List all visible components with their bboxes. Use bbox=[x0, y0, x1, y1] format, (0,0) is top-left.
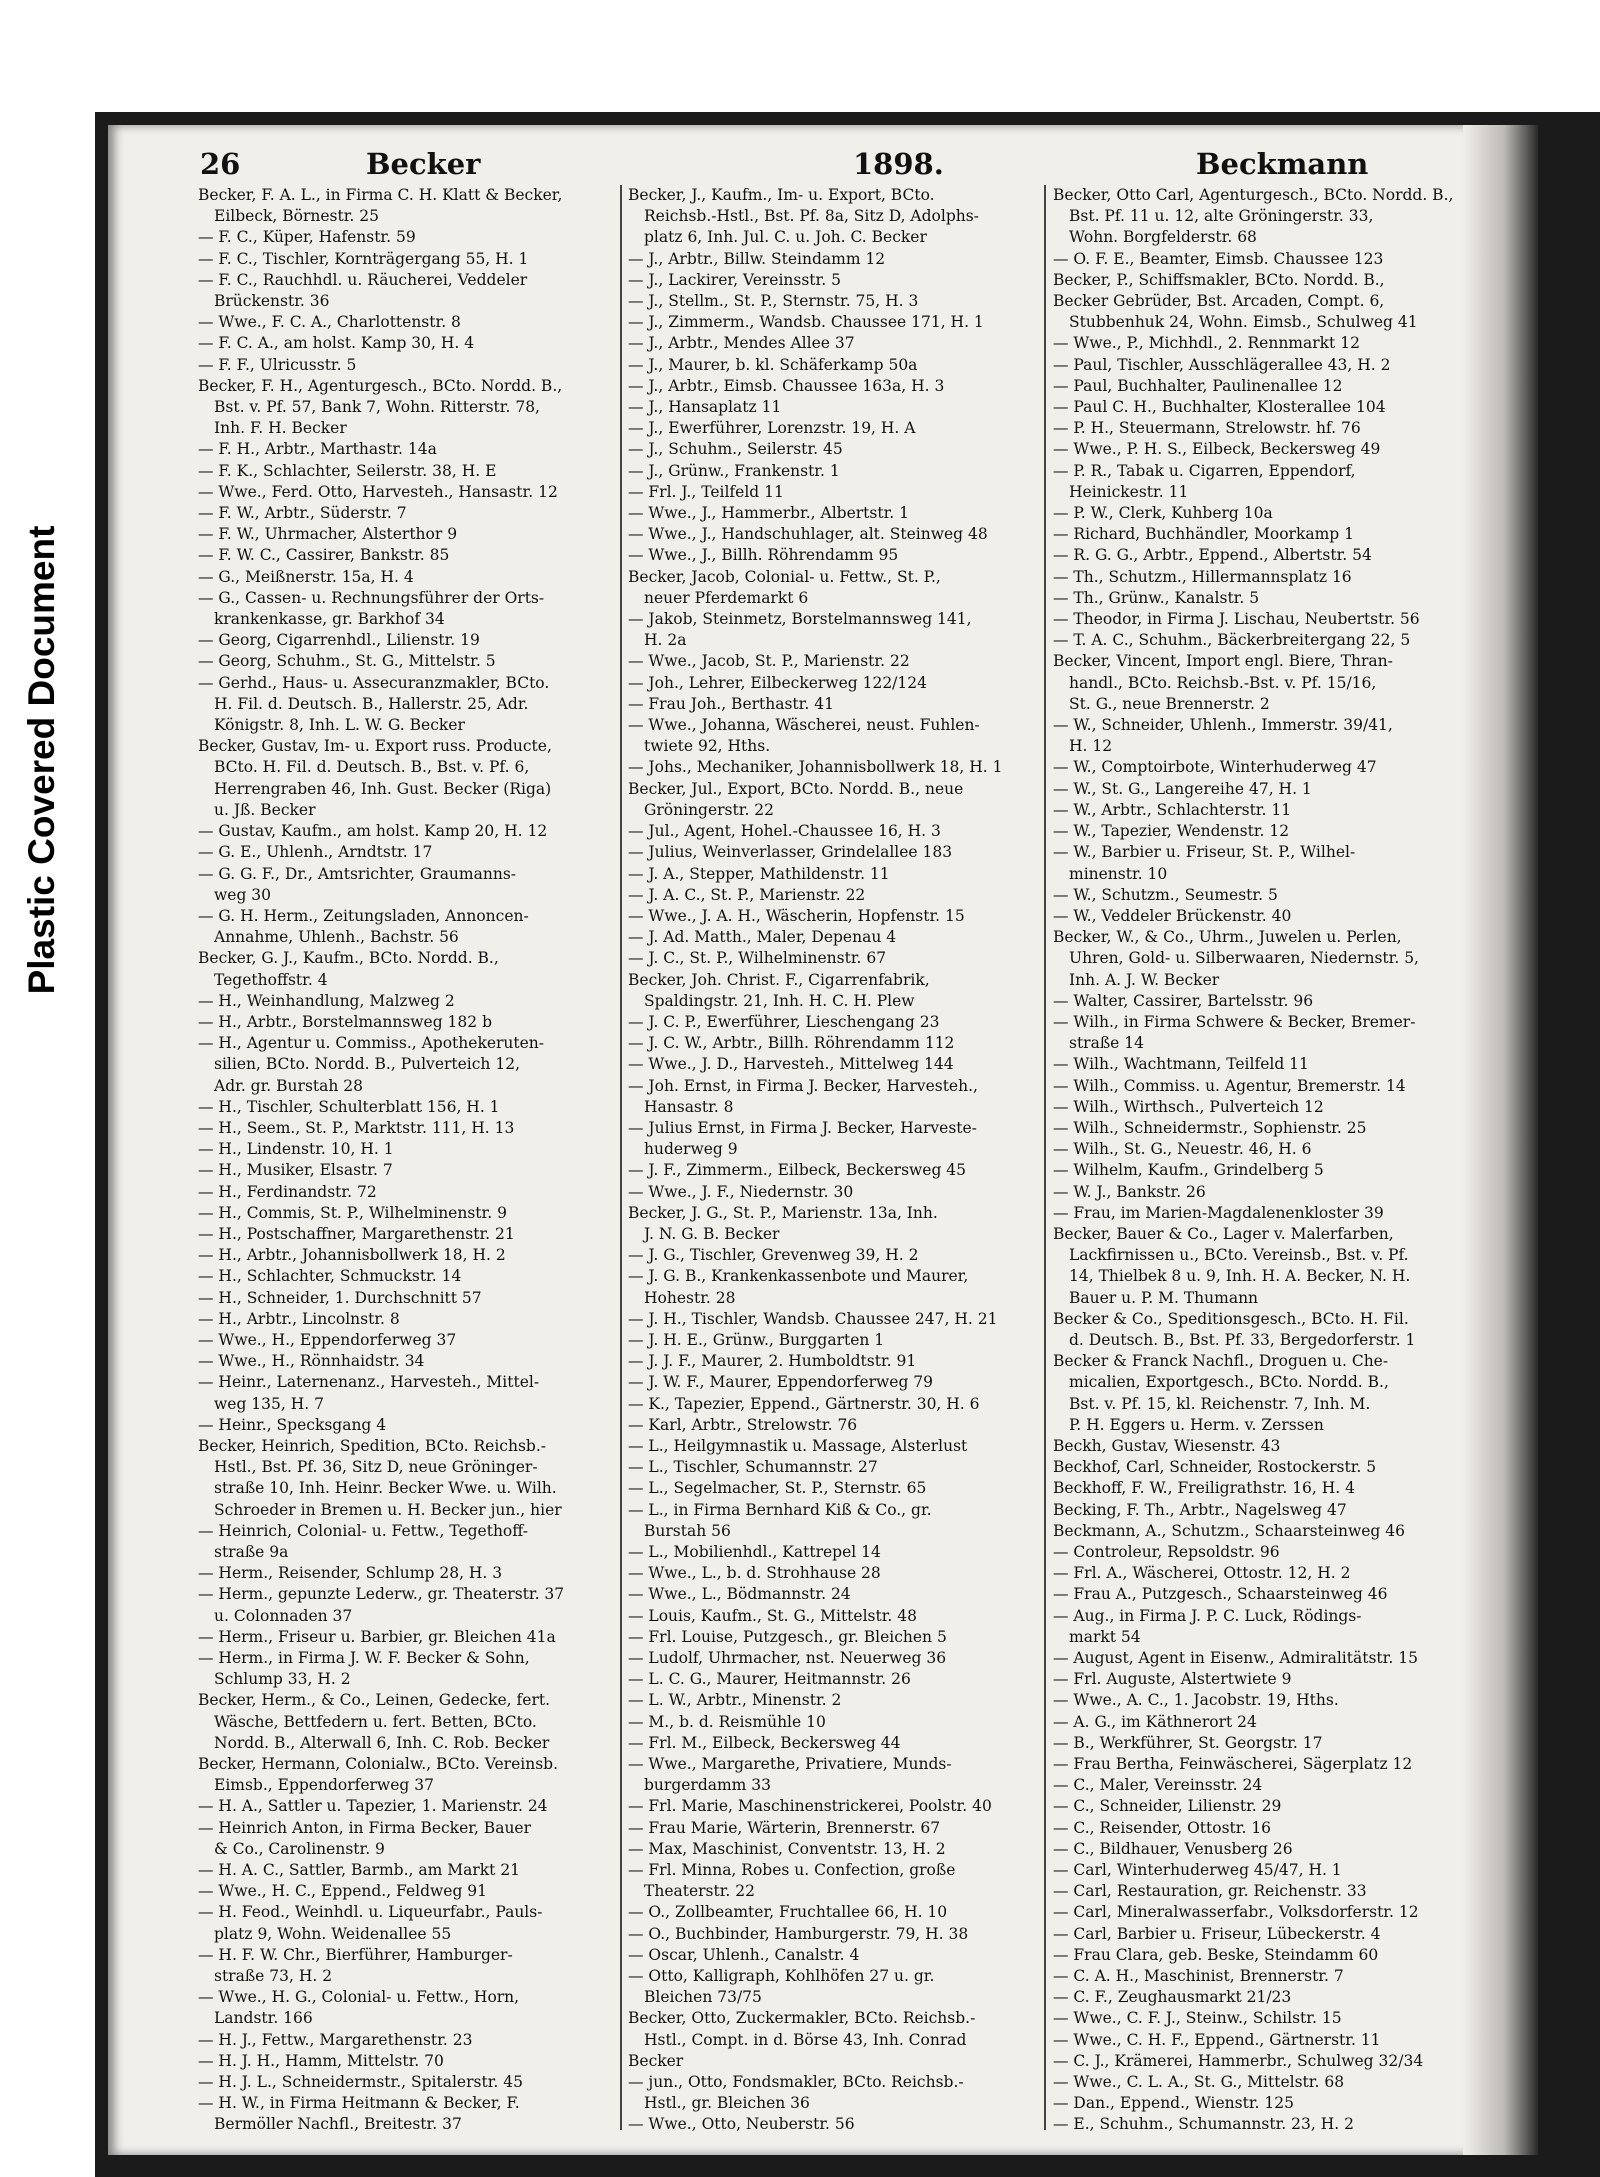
directory-entry-line: straße 9a bbox=[214, 1543, 289, 1561]
directory-entry-line: — F. H., Arbtr., Marthastr. 14a bbox=[198, 440, 437, 459]
directory-entry-line: — Wwe., A. C., 1. Jacobstr. 19, Hths. bbox=[1053, 1691, 1339, 1710]
directory-entry-line: — Herm., Reisender, Schlump 28, H. 3 bbox=[198, 1564, 503, 1583]
directory-entry-line: Bleichen 73/75 bbox=[644, 1988, 762, 2007]
directory-entry-line: Hstl., Compt. in d. Börse 43, Inh. Conrad bbox=[644, 2030, 967, 2049]
directory-entry-line: — Wwe., J., Hammerbr., Albertstr. 1 bbox=[628, 504, 910, 523]
directory-entry-line: — J., Grünw., Frankenstr. 1 bbox=[628, 461, 840, 480]
directory-entry-line: Inh. F. H. Becker bbox=[214, 419, 347, 438]
directory-entry-line: — Frl. M., Eilbeck, Beckersweg 44 bbox=[628, 1733, 901, 1752]
directory-entry-line: P. H. Eggers u. Herm. v. Zerssen bbox=[1069, 1415, 1324, 1434]
directory-entry-line: — J., Maurer, b. kl. Schäferkamp 50a bbox=[628, 355, 918, 374]
directory-entry-line: — Aug., in Firma J. P. C. Luck, Rödings- bbox=[1053, 1606, 1362, 1625]
directory-entry-line: — J. H., Tischler, Wandsb. Chaussee 247, H. 21 bbox=[628, 1309, 998, 1328]
directory-entry-line: — W., Comptoirbote, Winterhuderweg 47 bbox=[1053, 758, 1377, 777]
directory-entry-line: — H. Feod., Weinhdl. u. Liqueurfabr., Pauls- bbox=[198, 1903, 543, 1922]
directory-entry-line: Spaldingstr. 21, Inh. H. C. H. Plew bbox=[644, 991, 915, 1010]
directory-entry-line: Landstr. 166 bbox=[214, 2009, 313, 2028]
directory-entry-line: — Jakob, Steinmetz, Borstelmannsweg 141, bbox=[628, 610, 972, 629]
directory-entry-line: — F. C., Küper, Hafenstr. 59 bbox=[198, 228, 416, 247]
directory-entry-line: Becker, F. H., Agenturgesch., BCto. Nordd. B., bbox=[198, 376, 563, 395]
directory-entry-line: — H. J. L., Schneidermstr., Spitalerstr. 45 bbox=[198, 2073, 523, 2092]
directory-entry-line: Schlump 33, H. 2 bbox=[214, 1670, 351, 1689]
directory-entry-line: H. Fil. d. Deutsch. B., Hallerstr. 25, Adr. bbox=[214, 694, 529, 713]
directory-entry-line: — P. W., Clerk, Kuhberg 10a bbox=[1053, 504, 1273, 523]
directory-entry-line: Gröningerstr. 22 bbox=[644, 800, 775, 819]
directory-entry-line: Becker, Heinrich, Spedition, BCto. Reichsb.- bbox=[198, 1436, 547, 1455]
directory-entry-line: Heinickestr. 11 bbox=[1069, 482, 1189, 501]
directory-entry-line: — jun., Otto, Fondsmakler, BCto. Reichsb.- bbox=[628, 2073, 964, 2092]
directory-entry-line: — Wilh., St. G., Neuestr. 46, H. 6 bbox=[1053, 1140, 1312, 1159]
directory-entry-line: burgerdamm 33 bbox=[644, 1776, 772, 1795]
directory-entry-line: J. N. G. B. Becker bbox=[644, 1224, 780, 1243]
directory-entry-line: — Controleur, Repsoldstr. 96 bbox=[1053, 1543, 1280, 1561]
directory-entry-line: — Wwe., C. L. A., St. G., Mittelstr. 68 bbox=[1053, 2073, 1345, 2092]
directory-entry-line: — Julius, Weinverlasser, Grindelallee 183 bbox=[628, 843, 953, 862]
directory-entry-line: — C. J., Krämerei, Hammerbr., Schulweg 32/34 bbox=[1053, 2051, 1424, 2070]
directory-entry-line: — J. A. C., St. P., Marienstr. 22 bbox=[628, 885, 866, 904]
directory-entry-line: Beckmann, A., Schutzm., Schaarsteinweg 46 bbox=[1053, 1521, 1405, 1540]
directory-entry-line: — J., Arbtr., Billw. Steindamm 12 bbox=[628, 249, 886, 268]
directory-entry-line: Tegethoffstr. 4 bbox=[214, 970, 328, 989]
directory-entry-line: Wäsche, Bettfedern u. fert. Betten, BCto. bbox=[214, 1712, 537, 1731]
directory-entry-line: — C., Schneider, Lilienstr. 29 bbox=[1053, 1797, 1282, 1816]
overlay-label bbox=[12, 480, 72, 1040]
directory-entry-line: — Frau A., Putzgesch., Schaarsteinweg 46 bbox=[1053, 1585, 1388, 1604]
directory-entry-line: — Herm., gepunzte Lederw., gr. Theaterstr. 37 bbox=[198, 1585, 565, 1604]
directory-entry-line: Becker Gebrüder, Bst. Arcaden, Compt. 6, bbox=[1053, 292, 1385, 311]
directory-entry-line: Reichsb.-Hstl., Bst. Pf. 8a, Sitz D, Adolphs- bbox=[644, 207, 979, 226]
directory-entry-line: — Herm., Friseur u. Barbier, gr. Bleichen 41a bbox=[198, 1627, 556, 1646]
directory-entry-line: — Wwe., J. A. H., Wäscherin, Hopfenstr. 15 bbox=[628, 906, 965, 925]
directory-entry-line: — Frau Marie, Wärterin, Brennerstr. 67 bbox=[628, 1818, 941, 1837]
directory-entry-line: — Wwe., H., Eppendorferweg 37 bbox=[198, 1330, 457, 1349]
directory-entry-line: Becker, Vincent, Import engl. Biere, Thran- bbox=[1053, 652, 1393, 671]
directory-entry-line: Bst. Pf. 11 u. 12, alte Gröningerstr. 33, bbox=[1069, 207, 1374, 226]
directory-entry-line: — J. C., St. P., Wilhelminenstr. 67 bbox=[628, 949, 887, 968]
directory-entry-line: Eimsb., Eppendorferweg 37 bbox=[214, 1776, 434, 1795]
directory-entry-line: — Heinrich, Colonial- u. Fettw., Tegethoff- bbox=[198, 1521, 528, 1540]
directory-entry-line: — Georg, Cigarrenhdl., Lilienstr. 19 bbox=[198, 631, 480, 650]
directory-entry-line: — J. H. E., Grünw., Burggarten 1 bbox=[628, 1330, 885, 1349]
directory-entry-line: — G., Cassen- u. Rechnungsführer der Orts- bbox=[198, 588, 545, 607]
directory-entry-line: — W., Veddeler Brückenstr. 40 bbox=[1053, 906, 1292, 925]
directory-entry-line: — Paul, Tischler, Ausschlägerallee 43, H. 2 bbox=[1053, 355, 1391, 374]
directory-entry-line: — Wwe., L., b. d. Strohhause 28 bbox=[628, 1564, 881, 1583]
directory-entry-line: — J. Ad. Matth., Maler, Depenau 4 bbox=[628, 928, 897, 947]
directory-entry-line: Hansastr. 8 bbox=[644, 1097, 734, 1116]
directory-entry-line: — Wwe., H. G., Colonial- u. Fettw., Horn, bbox=[198, 1988, 520, 2007]
directory-entry-line: — J. A., Stepper, Mathildenstr. 11 bbox=[628, 864, 890, 883]
directory-entry-line: — Frl. Auguste, Alstertwiete 9 bbox=[1053, 1670, 1292, 1689]
directory-entry-line: weg 135, H. 7 bbox=[214, 1394, 324, 1413]
directory-entry-line: — Carl, Mineralwasserfabr., Volksdorferstr. 12 bbox=[1053, 1903, 1419, 1922]
directory-entry-line: — Carl, Winterhuderweg 45/47, H. 1 bbox=[1053, 1861, 1342, 1880]
directory-entry-line: — F. C., Tischler, Kornträgergang 55, H. 1 bbox=[198, 249, 529, 268]
directory-entry-line: Becker, Jul., Export, BCto. Nordd. B., neue bbox=[628, 779, 964, 798]
directory-entry-line: — K., Tapezier, Eppend., Gärtnerstr. 30, H. 6 bbox=[628, 1394, 980, 1413]
directory-entry-line: — G. H. Herm., Zeitungsladen, Annoncen- bbox=[198, 906, 529, 925]
directory-entry-line: Inh. A. J. W. Becker bbox=[1069, 970, 1220, 989]
directory-entry-line: straße 14 bbox=[1069, 1034, 1145, 1053]
directory-entry-line: — C., Reisender, Ottostr. 16 bbox=[1053, 1818, 1272, 1837]
directory-entry-line: — F. W., Arbtr., Süderstr. 7 bbox=[198, 504, 407, 523]
directory-entry-line: St. G., neue Brennerstr. 2 bbox=[1069, 694, 1270, 713]
directory-entry-line: — Frl. J., Teilfeld 11 bbox=[628, 482, 784, 501]
left-running-head: Becker bbox=[366, 147, 481, 181]
directory-entry-line: — Wwe., H. C., Eppend., Feldweg 91 bbox=[198, 1882, 488, 1901]
directory-entry-line: — Paul, Buchhalter, Paulinenallee 12 bbox=[1053, 376, 1343, 395]
directory-entry-line: — J., Zimmerm., Wandsb. Chaussee 171, H. 1 bbox=[628, 313, 984, 332]
directory-entry-line: — Wwe., P. H. S., Eilbeck, Beckersweg 49 bbox=[1053, 440, 1381, 459]
directory-entry-line: Becker, J. G., St. P., Marienstr. 13a, Inh. bbox=[628, 1203, 938, 1222]
directory-entry-line: — H., Arbtr., Borstelmannsweg 182 b bbox=[198, 1012, 492, 1031]
directory-page bbox=[108, 125, 1538, 2155]
directory-entry-line: straße 73, H. 2 bbox=[214, 1967, 333, 1986]
directory-entry-line: — H. J. H., Hamm, Mittelstr. 70 bbox=[198, 2051, 444, 2070]
directory-entry-line: — Wwe., Johanna, Wäscherei, neust. Fuhlen- bbox=[628, 716, 980, 735]
directory-entry-line: — L., Segelmacher, St. P., Sternstr. 65 bbox=[628, 1479, 927, 1498]
directory-entry-line: — J. W. F., Maurer, Eppendorferweg 79 bbox=[628, 1373, 934, 1392]
directory-entry-line: Lackfirnissen u., BCto. Vereinsb., Bst. v. Pf. bbox=[1069, 1246, 1409, 1265]
directory-entry-line: — Wwe., H., Rönnhaidstr. 34 bbox=[198, 1352, 425, 1371]
directory-entry-line: — H., Musiker, Elsastr. 7 bbox=[198, 1161, 393, 1180]
directory-entry-line: Becker, Gustav, Im- u. Export russ. Producte, bbox=[198, 737, 552, 756]
right-running-head: Beckmann bbox=[1196, 147, 1369, 181]
directory-entry-line: — H. J., Fettw., Margarethenstr. 23 bbox=[198, 2030, 473, 2049]
directory-entry-line: — Wwe., J. D., Harvesteh., Mittelweg 144 bbox=[628, 1055, 954, 1074]
directory-entry-line: — Joh., Lehrer, Eilbeckerweg 122/124 bbox=[628, 673, 927, 692]
directory-entry-line: Burstah 56 bbox=[644, 1521, 731, 1540]
directory-entry-line: — August, Agent in Eisenw., Admiralitätstr. 15 bbox=[1053, 1649, 1418, 1668]
directory-entry-line: Uhren, Gold- u. Silberwaaren, Niedernstr. 5, bbox=[1069, 949, 1419, 968]
directory-entry-line: — M., b. d. Reismühle 10 bbox=[628, 1712, 826, 1731]
directory-entry-line: — Richard, Buchhändler, Moorkamp 1 bbox=[1053, 525, 1354, 544]
directory-entry-line: — H., Weinhandlung, Malzweg 2 bbox=[198, 991, 455, 1010]
directory-entry-line: — Gerhd., Haus- u. Assecuranzmakler, BCto. bbox=[198, 673, 550, 692]
directory-entry-line: straße 10, Inh. Heinr. Becker Wwe. u. Wilh. bbox=[214, 1479, 557, 1498]
directory-entry-line: — Carl, Restauration, gr. Reichenstr. 33 bbox=[1053, 1882, 1367, 1901]
directory-entry-line: huderweg 9 bbox=[644, 1140, 738, 1159]
directory-entry-line: — J. G. B., Krankenkassenbote und Maurer, bbox=[628, 1267, 969, 1286]
directory-entry-line: — G., Meißnerstr. 15a, H. 4 bbox=[198, 567, 414, 586]
directory-entry-line: — Wilh., Schneidermstr., Sophienstr. 25 bbox=[1053, 1118, 1367, 1137]
directory-entry-line: — H., Arbtr., Lincolnstr. 8 bbox=[198, 1309, 400, 1328]
directory-entry-line: — Wilh., Wachtmann, Teilfeld 11 bbox=[1053, 1055, 1309, 1074]
directory-entry-line: Becker, Otto, Zuckermakler, BCto. Reichsb.- bbox=[628, 2009, 976, 2028]
directory-entry-line: silien, BCto. Nordd. B., Pulverteich 12, bbox=[214, 1055, 520, 1074]
directory-entry-line: — Otto, Kalligraph, Kohlhöfen 27 u. gr. bbox=[628, 1967, 935, 1986]
directory-entry-line: — L. W., Arbtr., Minenstr. 2 bbox=[628, 1691, 842, 1710]
directory-entry-line: — O. F. E., Beamter, Eimsb. Chaussee 123 bbox=[1053, 249, 1384, 268]
directory-entry-line: neuer Pferdemarkt 6 bbox=[644, 588, 809, 607]
directory-entry-line: — Louis, Kaufm., St. G., Mittelstr. 48 bbox=[628, 1606, 918, 1625]
directory-entry-line: — Wwe., Ferd. Otto, Harvesteh., Hansastr. 12 bbox=[198, 482, 558, 501]
directory-entry-line: Theaterstr. 22 bbox=[644, 1882, 756, 1901]
directory-entry-line: Königstr. 8, Inh. L. W. G. Becker bbox=[214, 716, 465, 735]
directory-entry-line: — R. G. G., Arbtr., Eppend., Albertstr. 54 bbox=[1053, 546, 1372, 565]
directory-entry-line: — Frl. Louise, Putzgesch., gr. Bleichen 5 bbox=[628, 1627, 947, 1646]
directory-entry-line: — J., Schuhm., Seilerstr. 45 bbox=[628, 440, 843, 459]
directory-entry-line: u. Colonnaden 37 bbox=[214, 1606, 353, 1625]
directory-entry-line: — Wwe., L., Bödmannstr. 24 bbox=[628, 1585, 851, 1604]
directory-entry-line: — Frl. A., Wäscherei, Ottostr. 12, H. 2 bbox=[1053, 1564, 1351, 1583]
directory-entry-line: — Herm., in Firma J. W. F. Becker & Sohn, bbox=[198, 1649, 530, 1668]
directory-entry-line: — Frl. Marie, Maschinenstrickerei, Poolstr. 40 bbox=[628, 1797, 992, 1816]
directory-entry-line: — Wwe., Margarethe, Privatiere, Munds- bbox=[628, 1755, 952, 1774]
directory-entry-line: Becker, F. A. L., in Firma C. H. Klatt & Becker, bbox=[198, 186, 563, 204]
directory-entry-line: Becker bbox=[628, 2051, 684, 2070]
directory-entry-line: Becker, Jacob, Colonial- u. Fettw., St. P., bbox=[628, 567, 941, 586]
directory-entry-line: Brückenstr. 36 bbox=[214, 292, 330, 311]
directory-entry-line: — P. R., Tabak u. Cigarren, Eppendorf, bbox=[1053, 461, 1356, 480]
directory-entry-line: — Th., Grünw., Kanalstr. 5 bbox=[1053, 588, 1260, 607]
directory-entry-line: — Max, Maschinist, Conventstr. 13, H. 2 bbox=[628, 1839, 946, 1858]
directory-entry-line: — Wilhelm, Kaufm., Grindelberg 5 bbox=[1053, 1161, 1324, 1180]
directory-entry-line: — Wwe., F. C. A., Charlottenstr. 8 bbox=[198, 313, 461, 332]
directory-entry-line: Bermöller Nachfl., Breitestr. 37 bbox=[214, 2115, 462, 2134]
directory-entry-line: Becking, F. Th., Arbtr., Nagelsweg 47 bbox=[1053, 1500, 1347, 1519]
directory-entry-line: Herrengraben 46, Inh. Gust. Becker (Riga) bbox=[214, 779, 552, 798]
directory-entry-line: Eilbeck, Börnestr. 25 bbox=[214, 207, 380, 226]
directory-entry-line: H. 2a bbox=[644, 631, 687, 650]
directory-entry-line: — J. F., Zimmerm., Eilbeck, Beckersweg 45 bbox=[628, 1161, 967, 1180]
directory-entry-line: — W., Arbtr., Schlachterstr. 11 bbox=[1053, 800, 1292, 819]
directory-entry-line: — H., Schneider, 1. Durchschnitt 57 bbox=[198, 1288, 482, 1307]
directory-entry-line: — Frau Bertha, Feinwäscherei, Sägerplatz 12 bbox=[1053, 1755, 1413, 1774]
directory-entry-line: u. Jß. Becker bbox=[214, 800, 316, 819]
directory-entry-line: — H., Agentur u. Commiss., Apothekeruten- bbox=[198, 1034, 545, 1053]
directory-entry-line: Wohn. Borgfelderstr. 68 bbox=[1069, 228, 1257, 247]
directory-entry-line: — H., Schlachter, Schmuckstr. 14 bbox=[198, 1267, 462, 1286]
directory-entry-line: — W. J., Bankstr. 26 bbox=[1053, 1182, 1206, 1201]
directory-entry-line: — Wilh., in Firma Schwere & Becker, Bremer- bbox=[1053, 1012, 1416, 1031]
directory-entry-line: — F. F., Ulricusstr. 5 bbox=[198, 355, 357, 374]
directory-entry-line: Becker & Franck Nachfl., Droguen u. Che- bbox=[1053, 1352, 1389, 1371]
directory-entry-line: — J., Ewerführer, Lorenzstr. 19, H. A bbox=[628, 419, 916, 438]
directory-entry-line: — Wwe., J., Handschuhlager, alt. Steinweg 48 bbox=[628, 525, 988, 544]
directory-entry-line: Bst. v. Pf. 15, kl. Reichenstr. 7, Inh. M. bbox=[1069, 1394, 1371, 1413]
directory-entry-line: — F. C. A., am holst. Kamp 30, H. 4 bbox=[198, 334, 475, 353]
directory-entry-line: 14, Thielbek 8 u. 9, Inh. H. A. Becker, N. H. bbox=[1069, 1267, 1411, 1286]
directory-entry-line: — O., Zollbeamter, Fruchtallee 66, H. 10 bbox=[628, 1903, 948, 1922]
directory-entry-line: — J., Arbtr., Mendes Allee 37 bbox=[628, 334, 855, 353]
directory-entry-line: — T. A. C., Schuhm., Bäckerbreitergang 22, 5 bbox=[1053, 631, 1411, 650]
directory-entry-line: — Heinrich Anton, in Firma Becker, Bauer bbox=[198, 1818, 532, 1837]
directory-entry-line: — H., Lindenstr. 10, H. 1 bbox=[198, 1140, 394, 1159]
directory-entry-line: Hstl., Bst. Pf. 36, Sitz D, neue Gröninger- bbox=[214, 1458, 538, 1477]
directory-entry-line: — P. H., Steuermann, Strelowstr. hf. 76 bbox=[1053, 419, 1361, 438]
directory-entry-line: — Wwe., C. F. J., Steinw., Schilstr. 15 bbox=[1053, 2009, 1342, 2028]
directory-entry-line: — O., Buchbinder, Hamburgerstr. 79, H. 38 bbox=[628, 1924, 969, 1943]
directory-entry-line: — Wilh., Wirthsch., Pulverteich 12 bbox=[1053, 1097, 1324, 1116]
directory-entry-line: — B., Werkführer, St. Georgstr. 17 bbox=[1053, 1733, 1323, 1752]
directory-entry-line: — H., Ferdinandstr. 72 bbox=[198, 1182, 377, 1201]
directory-entry-line: — Karl, Arbtr., Strelowstr. 76 bbox=[628, 1415, 858, 1434]
directory-entry-line: — A. G., im Käthnerort 24 bbox=[1053, 1712, 1257, 1731]
directory-entry-line: — J. C. P., Ewerführer, Lieschengang 23 bbox=[628, 1012, 940, 1031]
directory-entry-line: Schroeder in Bremen u. H. Becker jun., hier bbox=[214, 1500, 562, 1519]
page-binding-shadow bbox=[1463, 125, 1538, 2155]
directory-entry-line: — W., Schutzm., Seumestr. 5 bbox=[1053, 885, 1278, 904]
directory-entry-line: — H., Seem., St. P., Marktstr. 111, H. 13 bbox=[198, 1118, 515, 1137]
directory-entry-line: BCto. H. Fil. d. Deutsch. B., Bst. v. Pf. 6, bbox=[214, 758, 530, 777]
directory-entry-line: — Wwe., C. H. F., Eppend., Gärtnerstr. 11 bbox=[1053, 2030, 1381, 2049]
directory-entry-line: weg 30 bbox=[214, 885, 272, 904]
directory-entry-line: Beckhof, Carl, Schneider, Rostockerstr. 5 bbox=[1053, 1458, 1377, 1477]
year-heading: 1898. bbox=[853, 147, 944, 181]
directory-entry-line: Becker, W., & Co., Uhrm., Juwelen u. Perlen, bbox=[1053, 928, 1402, 947]
column-2 bbox=[628, 185, 1038, 2136]
directory-entry-line: — F. C., Rauchhdl. u. Räucherei, Veddeler bbox=[198, 270, 528, 289]
directory-entry-line: — F. K., Schlachter, Seilerstr. 38, H. E bbox=[198, 461, 497, 480]
directory-entry-line: — Paul C. H., Buchhalter, Klosterallee 104 bbox=[1053, 398, 1386, 417]
directory-entry-line: — J., Hansaplatz 11 bbox=[628, 398, 782, 417]
directory-entry-line: — H. W., in Firma Heitmann & Becker, F. bbox=[198, 2094, 520, 2113]
directory-entry-line: — Oscar, Uhlenh., Canalstr. 4 bbox=[628, 1945, 860, 1964]
directory-entry-line: — L., Tischler, Schumannstr. 27 bbox=[628, 1458, 878, 1477]
page-number: 26 bbox=[200, 147, 241, 181]
directory-entry-line: Beckh, Gustav, Wiesenstr. 43 bbox=[1053, 1436, 1281, 1455]
directory-entry-line: — L., Mobilienhdl., Kattrepel 14 bbox=[628, 1543, 881, 1561]
column-3 bbox=[1053, 185, 1458, 2136]
directory-entry-line: — C. F., Zeughausmarkt 21/23 bbox=[1053, 1988, 1292, 2007]
directory-entry-line: — H., Arbtr., Johannisbollwerk 18, H. 2 bbox=[198, 1246, 506, 1265]
directory-entry-line: Bst. v. Pf. 57, Bank 7, Wohn. Ritterstr. 78, bbox=[214, 398, 540, 417]
directory-entry-line: — J. G., Tischler, Grevenweg 39, H. 2 bbox=[628, 1246, 919, 1265]
directory-entry-line: — L. C. G., Maurer, Heitmannstr. 26 bbox=[628, 1670, 911, 1689]
directory-entry-line: — Frau Joh., Berthastr. 41 bbox=[628, 694, 834, 713]
directory-entry-line: — Wwe., Jacob, St. P., Marienstr. 22 bbox=[628, 652, 910, 671]
column-divider-2 bbox=[1044, 185, 1046, 2130]
directory-entry-line: — Theodor, in Firma J. Lischau, Neubertstr. 56 bbox=[1053, 610, 1420, 629]
directory-entry-line: — Georg, Schuhm., St. G., Mittelstr. 5 bbox=[198, 652, 496, 671]
directory-entry-line: — H., Postschaffner, Margarethenstr. 21 bbox=[198, 1224, 515, 1243]
directory-entry-line: twiete 92, Hths. bbox=[644, 737, 771, 756]
directory-entry-line: platz 9, Wohn. Weidenallee 55 bbox=[214, 1924, 452, 1943]
directory-entry-line: — Carl, Barbier u. Friseur, Lübeckerstr. 4 bbox=[1053, 1924, 1381, 1943]
directory-entry-line: — Frau Clara, geb. Beske, Steindamm 60 bbox=[1053, 1945, 1379, 1964]
directory-entry-line: — Gustav, Kaufm., am holst. Kamp 20, H. 12 bbox=[198, 822, 548, 841]
directory-entry-line: Becker, Hermann, Colonialw., BCto. Vereinsb. bbox=[198, 1755, 559, 1774]
directory-entry-line: — J., Arbtr., Eimsb. Chaussee 163a, H. 3 bbox=[628, 376, 945, 395]
directory-entry-line: markt 54 bbox=[1069, 1627, 1141, 1646]
directory-entry-line: — H., Tischler, Schulterblatt 156, H. 1 bbox=[198, 1097, 500, 1116]
directory-entry-line: — Wwe., P., Michhdl., 2. Rennmarkt 12 bbox=[1053, 334, 1360, 353]
directory-entry-line: — Julius Ernst, in Firma J. Becker, Harveste- bbox=[628, 1118, 977, 1137]
directory-entry-line: — Jul., Agent, Hohel.-Chaussee 16, H. 3 bbox=[628, 822, 941, 841]
directory-entry-line: Bauer u. P. M. Thumann bbox=[1069, 1288, 1259, 1307]
directory-entry-line: — Frl. Minna, Robes u. Confection, große bbox=[628, 1861, 956, 1880]
directory-entry-line: Nordd. B., Alterwall 6, Inh. C. Rob. Becker bbox=[214, 1733, 550, 1752]
directory-entry-line: d. Deutsch. B., Bst. Pf. 33, Bergedorferstr. 1 bbox=[1069, 1330, 1416, 1349]
directory-entry-line: — Heinr., Laternenanz., Harvesteh., Mittel- bbox=[198, 1373, 540, 1392]
directory-entry-line: & Co., Carolinenstr. 9 bbox=[214, 1839, 385, 1858]
directory-entry-line: — J. J. F., Maurer, 2. Humboldtstr. 91 bbox=[628, 1352, 917, 1371]
directory-entry-line: — G. E., Uhlenh., Arndtstr. 17 bbox=[198, 843, 433, 862]
directory-entry-line: — Walter, Cassirer, Bartelsstr. 96 bbox=[1053, 991, 1314, 1010]
directory-entry-line: — C., Bildhauer, Venusberg 26 bbox=[1053, 1839, 1293, 1858]
directory-entry-line: Beckhoff, F. W., Freiligrathstr. 16, H. 4 bbox=[1053, 1479, 1356, 1498]
directory-entry-line: — Frau, im Marien-Magdalenenkloster 39 bbox=[1053, 1203, 1384, 1222]
directory-entry-line: — F. W. C., Cassirer, Bankstr. 85 bbox=[198, 546, 450, 565]
directory-entry-line: minenstr. 10 bbox=[1069, 864, 1168, 883]
directory-entry-line: platz 6, Inh. Jul. C. u. Joh. C. Becker bbox=[644, 228, 927, 247]
directory-entry-line: Annahme, Uhlenh., Bachstr. 56 bbox=[214, 928, 459, 947]
directory-entry-line: — W., Barbier u. Friseur, St. P., Wilhel- bbox=[1053, 843, 1356, 862]
directory-entry-line: — Wwe., Otto, Neuberstr. 56 bbox=[628, 2115, 855, 2134]
directory-entry-line: — W., Schneider, Uhlenh., Immerstr. 39/41, bbox=[1053, 716, 1393, 735]
directory-entry-line: krankenkasse, gr. Barkhof 34 bbox=[214, 610, 445, 629]
directory-entry-line: H. 12 bbox=[1069, 737, 1113, 756]
directory-entry-line: — G. G. F., Dr., Amtsrichter, Graumanns- bbox=[198, 864, 517, 883]
directory-entry-line: — F. W., Uhrmacher, Alsterthor 9 bbox=[198, 525, 458, 544]
directory-entry-line: — C., Maler, Vereinsstr. 24 bbox=[1053, 1776, 1263, 1795]
directory-entry-line: Becker, Bauer & Co., Lager v. Malerfarben, bbox=[1053, 1224, 1394, 1243]
directory-entry-line: — Ludolf, Uhrmacher, nst. Neuerweg 36 bbox=[628, 1649, 947, 1668]
directory-entry-line: — Dan., Eppend., Wienstr. 125 bbox=[1053, 2094, 1294, 2113]
directory-entry-line: Becker, Joh. Christ. F., Cigarrenfabrik, bbox=[628, 970, 930, 989]
directory-entry-line: — Wwe., J. F., Niedernstr. 30 bbox=[628, 1182, 854, 1201]
overlay-label-text: Plastic Covered Document bbox=[21, 525, 62, 995]
directory-entry-line: — W., St. G., Langereihe 47, H. 1 bbox=[1053, 779, 1312, 798]
directory-entry-line: — Heinr., Specksgang 4 bbox=[198, 1415, 387, 1434]
directory-entry-line: Becker, Otto Carl, Agenturgesch., BCto. Nordd. B., bbox=[1053, 186, 1454, 204]
directory-entry-line: micalien, Exportgesch., BCto. Nordd. B., bbox=[1069, 1373, 1389, 1392]
directory-entry-line: — Joh. Ernst, in Firma J. Becker, Harvesteh., bbox=[628, 1076, 978, 1095]
directory-entry-line: Stubbenhuk 24, Wohn. Eimsb., Schulweg 41 bbox=[1069, 313, 1418, 332]
directory-entry-line: — W., Tapezier, Wendenstr. 12 bbox=[1053, 822, 1290, 841]
directory-entry-line: — E., Schuhm., Schumannstr. 23, H. 2 bbox=[1053, 2115, 1354, 2134]
directory-entry-line: — J. C. W., Arbtr., Billh. Röhrendamm 112 bbox=[628, 1034, 955, 1053]
directory-entry-line: handl., BCto. Reichsb.-Bst. v. Pf. 15/16, bbox=[1069, 673, 1377, 692]
directory-entry-line: Becker, G. J., Kaufm., BCto. Nordd. B., bbox=[198, 949, 499, 968]
directory-entry-line: — L., in Firma Bernhard Kiß & Co., gr. bbox=[628, 1500, 932, 1519]
directory-entry-line: Hohestr. 28 bbox=[644, 1288, 736, 1307]
directory-entry-line: Hstl., gr. Bleichen 36 bbox=[644, 2094, 810, 2113]
directory-entry-line: Becker, Herm., & Co., Leinen, Gedecke, fert. bbox=[198, 1691, 551, 1710]
directory-entry-line: Adr. gr. Burstah 28 bbox=[214, 1076, 363, 1095]
directory-entry-line: — Th., Schutzm., Hillermannsplatz 16 bbox=[1053, 567, 1352, 586]
directory-entry-line: — Wilh., Commiss. u. Agentur, Bremerstr. 14 bbox=[1053, 1076, 1406, 1095]
directory-entry-line: — H. F. W. Chr., Bierführer, Hamburger- bbox=[198, 1945, 513, 1964]
directory-entry-line: — J., Stellm., St. P., Sternstr. 75, H. 3 bbox=[628, 292, 919, 311]
directory-entry-line: Becker & Co., Speditionsgesch., BCto. H. Fil. bbox=[1053, 1309, 1409, 1328]
directory-entry-line: Becker, J., Kaufm., Im- u. Export, BCto. bbox=[628, 186, 935, 204]
directory-entry-line: — C. A. H., Maschinist, Brennerstr. 7 bbox=[1053, 1967, 1344, 1986]
directory-entry-line: — L., Heilgymnastik u. Massage, Alsterlust bbox=[628, 1436, 968, 1455]
directory-entry-line: — J., Lackirer, Vereinsstr. 5 bbox=[628, 270, 841, 289]
directory-entry-line: — H. A. C., Sattler, Barmb., am Markt 21 bbox=[198, 1861, 521, 1880]
directory-entry-line: — Wwe., J., Billh. Röhrendamm 95 bbox=[628, 546, 899, 565]
column-1 bbox=[198, 185, 698, 2136]
directory-entry-line: — H., Commis, St. P., Wilhelminenstr. 9 bbox=[198, 1203, 507, 1222]
directory-entry-line: Becker, P., Schiffsmakler, BCto. Nordd. B., bbox=[1053, 270, 1385, 289]
directory-entry-line: — Johs., Mechaniker, Johannisbollwerk 18, H. 1 bbox=[628, 758, 1003, 777]
directory-entry-line: — H. A., Sattler u. Tapezier, 1. Marienstr. 24 bbox=[198, 1797, 548, 1816]
